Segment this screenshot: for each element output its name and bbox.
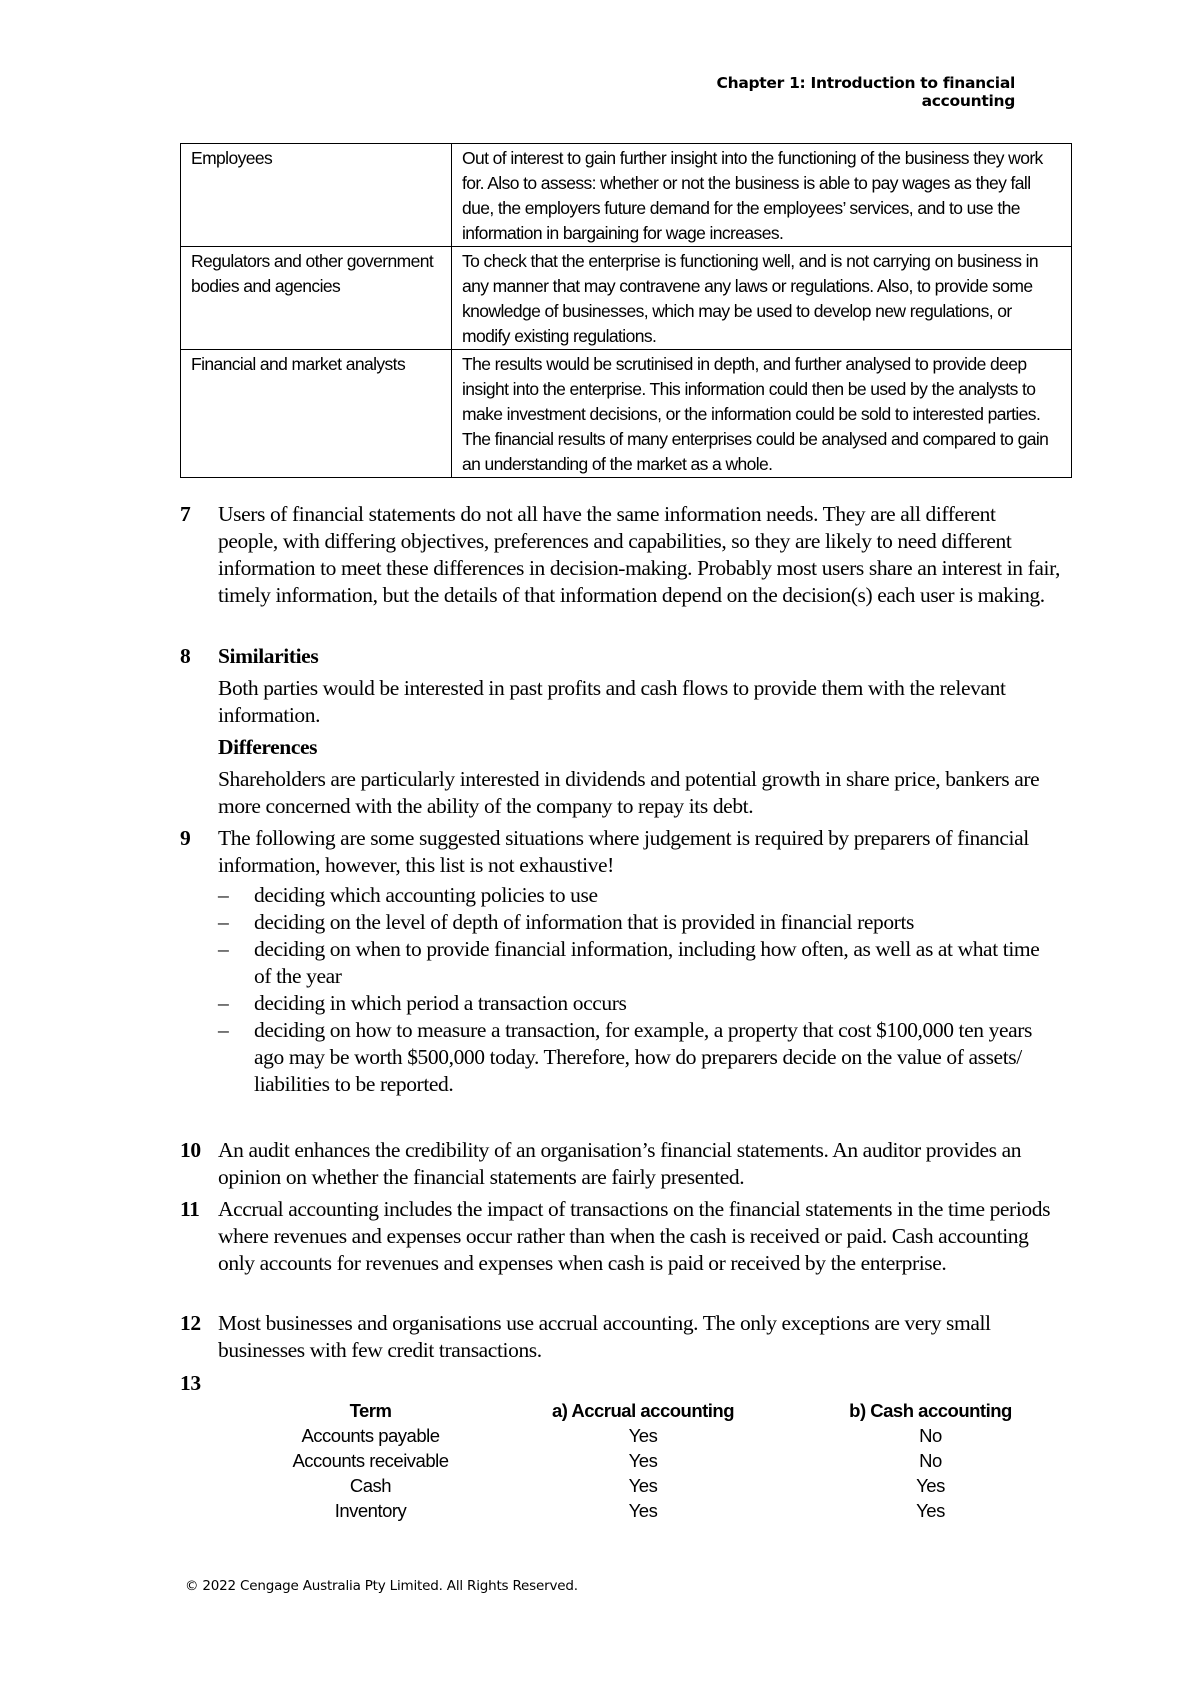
- answer-10: [180, 1137, 1060, 1191]
- column-header-term: Term: [349, 1400, 392, 1421]
- list-item-text: deciding on the level of depth of information that is provided in financial reports: [254, 910, 914, 934]
- answer-number: 13: [180, 1371, 201, 1395]
- answer-7: [180, 501, 1060, 609]
- need-cell: Out of interest to gain further insight into the functioning of the business they work for. Also to assess: whether or not the business is able to pay wages as they fall due, the employers future demand for the employees’ services, and to use the information in bargaining for wage increases.: [452, 144, 1072, 247]
- accrual-vs-cash-table: [258, 1398, 1058, 1523]
- user-cell: Financial and market analysts: [181, 350, 452, 478]
- answer-number: 9: [180, 826, 191, 850]
- list-item-text: deciding which accounting policies to use: [254, 883, 598, 907]
- answer-text: Users of financial statements do not all have the same information needs. They are all different people, with differing objectives, preferences and capabilities, so they are likely to need different information to meet these differences in decision-making. Probably most users share an interest in fair, timely information, but the details of that information depend on the decision(s) each user is making.: [218, 502, 1060, 607]
- answer-intro: The following are some suggested situations where judgement is required by preparers of financial information, however, this list is not exhaustive!: [218, 826, 1029, 877]
- judgement-list: [218, 882, 1060, 1098]
- dash-bullet-icon: –: [218, 910, 229, 934]
- user-cell: Regulators and other government bodies and agencies: [181, 247, 452, 350]
- accrual-cell: Yes: [628, 1450, 658, 1471]
- answer-number: 8: [180, 644, 191, 668]
- table-row: [258, 1448, 1058, 1473]
- list-item: [218, 990, 1060, 1017]
- term-cell: Accounts receivable: [292, 1450, 449, 1471]
- list-item: [218, 936, 1060, 990]
- need-cell: The results would be scrutinised in depth, and further analysed to provide deep insight into the enterprise. This information could then be used by the analysts to make investment decisions, or the information could be sold to interested parties. The financial results of many enterprises could be analysed and compared to gain an understanding of the market as a whole.: [452, 350, 1072, 478]
- accrual-cell: Yes: [628, 1425, 658, 1446]
- differences-heading: Differences: [218, 735, 318, 759]
- cash-cell: Yes: [916, 1475, 945, 1496]
- users-needs-table: [180, 143, 1072, 478]
- term-cell: Cash: [349, 1475, 392, 1496]
- list-item: [218, 909, 1060, 936]
- table-row: [258, 1423, 1058, 1448]
- list-item-text: deciding on when to provide financial information, including how often, as well as at what time of the year: [254, 937, 1040, 988]
- differences-text: Shareholders are particularly interested in dividends and potential growth in share price, bankers are more concerned with the ability of the company to repay its debt.: [218, 767, 1040, 818]
- table-row: [258, 1498, 1058, 1523]
- table-row: [258, 1473, 1058, 1498]
- copyright-footer: © 2022 Cengage Australia Pty Limited. All Rights Reserved.: [185, 1578, 578, 1594]
- cash-cell: Yes: [916, 1500, 945, 1521]
- column-header-accrual: a) Accrual accounting: [551, 1400, 735, 1421]
- cash-cell: No: [919, 1450, 942, 1471]
- dash-bullet-icon: –: [218, 1018, 229, 1042]
- answer-number: 11: [180, 1197, 200, 1221]
- table-row: [181, 350, 1072, 478]
- table-row: [181, 144, 1072, 247]
- answer-text: An audit enhances the credibility of an organisation’s financial statements. An auditor provides an opinion on whether the financial statements are fairly presented.: [218, 1138, 1022, 1189]
- answer-8: [180, 643, 1060, 820]
- term-cell: Inventory: [334, 1500, 407, 1521]
- list-item: [218, 1017, 1060, 1098]
- answer-number: 10: [180, 1138, 201, 1162]
- answer-12: [180, 1310, 1060, 1364]
- answer-text: Most businesses and organisations use accrual accounting. The only exceptions are very small businesses with few credit transactions.: [218, 1311, 991, 1362]
- answer-text: Accrual accounting includes the impact of transactions on the financial statements in the time periods where revenues and expenses occur rather than when the cash is received or paid. Cash accounting only accounts for revenues and expenses when cash is paid or received by the enterprise.: [218, 1197, 1051, 1275]
- user-cell: Employees: [181, 144, 452, 247]
- table-header-row: [258, 1398, 1058, 1423]
- term-cell: Accounts payable: [301, 1425, 440, 1446]
- need-cell: To check that the enterprise is functioning well, and is not carrying on business in any manner that may contravene any laws or regulations. Also, to provide some knowledge of businesses, which may be used to develop new regulations, or modify existing regulations.: [452, 247, 1072, 350]
- chapter-header: Chapter 1: Introduction to financial accounting: [716, 74, 1015, 110]
- accrual-cell: Yes: [628, 1475, 658, 1496]
- column-header-cash: b) Cash accounting: [849, 1400, 1012, 1421]
- dash-bullet-icon: –: [218, 991, 229, 1015]
- answer-number: 7: [180, 502, 191, 526]
- list-item-text: deciding in which period a transaction occurs: [254, 991, 627, 1015]
- dash-bullet-icon: –: [218, 883, 229, 907]
- table-row: [181, 247, 1072, 350]
- similarities-heading: Similarities: [218, 644, 319, 668]
- answer-9: [180, 825, 1060, 1098]
- answer-11: [180, 1196, 1060, 1277]
- similarities-text: Both parties would be interested in past profits and cash flows to provide them with the relevant information.: [218, 676, 1006, 727]
- answer-number: 12: [180, 1311, 201, 1335]
- dash-bullet-icon: –: [218, 937, 229, 961]
- accrual-cell: Yes: [628, 1500, 658, 1521]
- list-item: [218, 882, 1060, 909]
- cash-cell: No: [919, 1425, 942, 1446]
- list-item-text: deciding on how to measure a transaction, for example, a property that cost $100,000 ten years ago may be worth $500,000 today. Therefore, how do preparers decide on the value of assets/ liabilities to be reported.: [254, 1018, 1032, 1096]
